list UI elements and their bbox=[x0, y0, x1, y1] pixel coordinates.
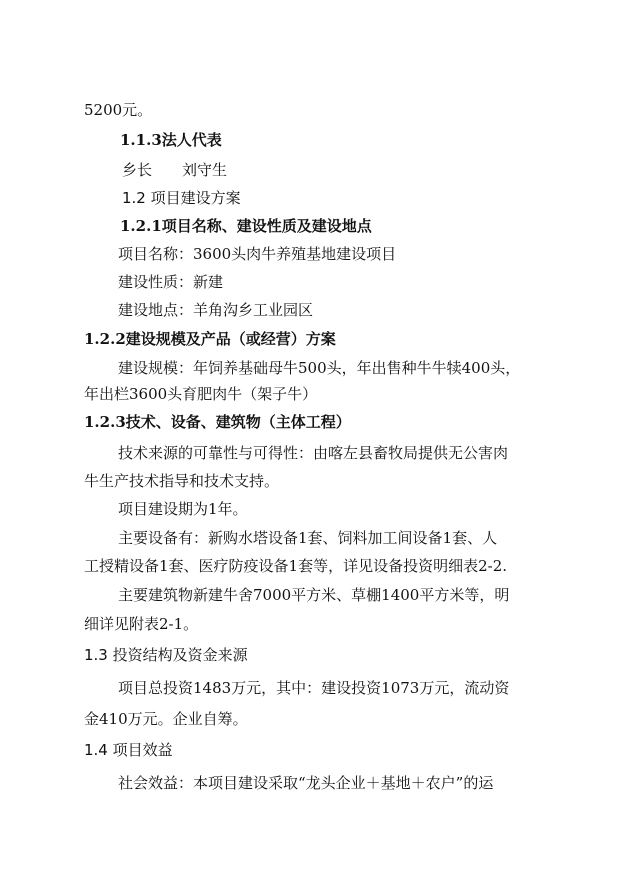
text-line: 牛生产技术指导和技术支持。 bbox=[84, 472, 280, 490]
text-line: 工授精设备1套、医疗防疫设备1套等，详见设备投资明细表2-2. bbox=[84, 557, 508, 575]
text-line: 项目建设期为1年。 bbox=[118, 500, 248, 518]
text-line: 主要建筑物新建牛舍7000平方米、草棚1400平方米等，明 bbox=[118, 586, 510, 604]
section-heading: 1.1.3法人代表 bbox=[120, 131, 222, 149]
text-line: 乡长 刘守生 bbox=[122, 161, 228, 179]
text-line: 社会效益：本项目建设采取“龙头企业＋基地＋农户”的运 bbox=[118, 774, 494, 792]
section-heading: 1.4 项目效益 bbox=[84, 741, 173, 759]
text-line: 细详见附表2-1。 bbox=[84, 615, 199, 633]
text-line: 建设规模：年饲养基础母牛500头，年出售种牛牛犊400头， bbox=[118, 359, 521, 377]
text-line: 5200元。 bbox=[84, 101, 153, 119]
text-line: 技术来源的可靠性与可得性：由喀左县畜牧局提供无公害肉 bbox=[118, 444, 509, 462]
text-line: 建设地点：羊角沟乡工业园区 bbox=[118, 301, 314, 319]
section-heading: 1.2.1项目名称、建设性质及建设地点 bbox=[120, 217, 372, 235]
text-line: 主要设备有：新购水塔设备1套、饲料加工间设备1套、人 bbox=[118, 529, 498, 547]
text-line: 建设性质：新建 bbox=[118, 273, 224, 291]
text-line: 项目名称：3600头肉牛养殖基地建设项目 bbox=[118, 245, 397, 263]
text-line: 年出栏3600头育肥肉牛（架子牛） bbox=[84, 385, 318, 403]
section-heading: 1.2 项目建设方案 bbox=[122, 189, 241, 207]
section-heading: 1.2.3技术、设备、建筑物（主体工程） bbox=[84, 413, 351, 431]
text-line: 项目总投资1483万元，其中：建设投资1073万元，流动资 bbox=[118, 679, 510, 697]
text-line: 金410万元。企业自筹。 bbox=[84, 710, 248, 728]
section-heading: 1.3 投资结构及资金来源 bbox=[84, 646, 248, 664]
section-heading: 1.2.2建设规模及产品（或经营）方案 bbox=[84, 330, 336, 348]
